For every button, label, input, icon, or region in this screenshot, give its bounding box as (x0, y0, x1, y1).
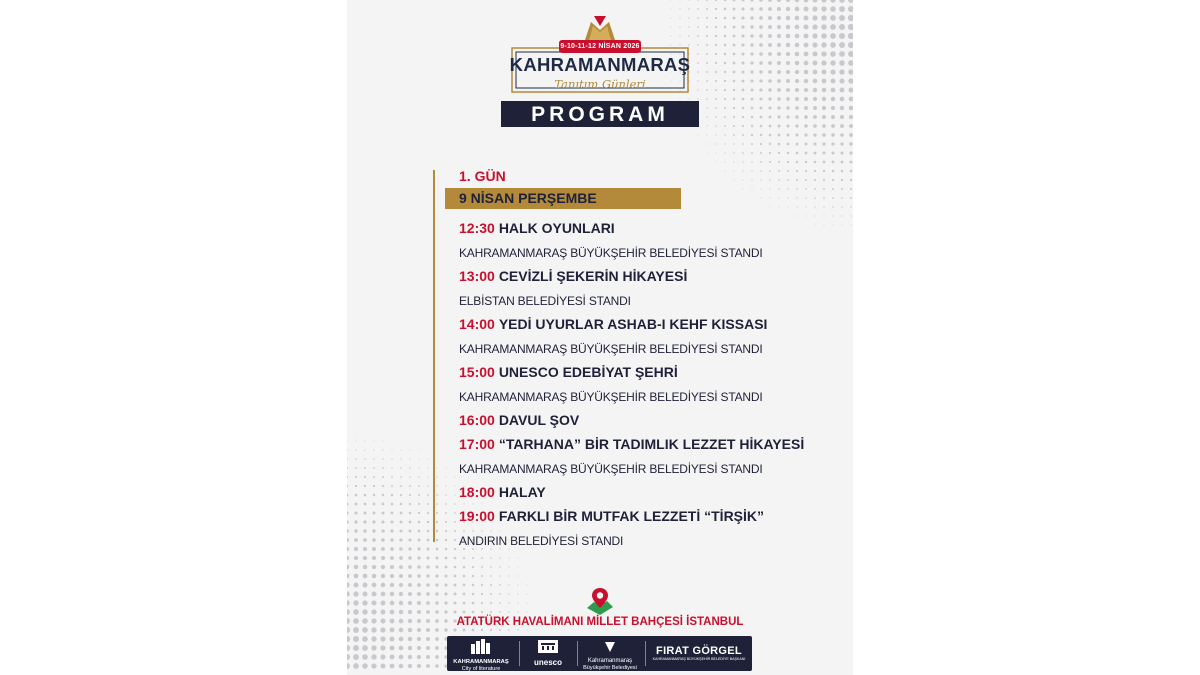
program-heading: PROGRAM (501, 101, 699, 127)
event-title: DAVUL ŞOV (498, 412, 580, 428)
event-title: YEDİ UYURLAR ASHAB-I KEHF KISSASI (498, 316, 768, 332)
event-title: CEVİZLİ ŞEKERİN HİKAYESİ (498, 268, 688, 284)
event-time: 19:00 (459, 508, 495, 524)
event-time: 17:00 (459, 436, 495, 452)
program-poster (347, 0, 853, 675)
event-title-row (459, 314, 839, 338)
location-pin-icon (585, 586, 615, 616)
event-venue: KAHRAMANMARAŞ BÜYÜKŞEHİR BELEDİYESİ STANDI (459, 462, 763, 476)
event-title-row (459, 362, 839, 386)
event-dates-ribbon: 9-10-11-12 NİSAN 2026 (559, 40, 641, 53)
brand-subtitle: Tanıtım Günleri (554, 77, 646, 91)
sponsor-footer (447, 636, 752, 671)
event-title-row (459, 218, 839, 242)
event-item (459, 482, 839, 506)
event-time: 14:00 (459, 316, 495, 332)
event-title-row (459, 506, 839, 530)
city-of-literature-logo (449, 636, 513, 671)
event-item (459, 266, 839, 314)
event-venue: ELBİSTAN BELEDİYESİ STANDI (459, 294, 631, 308)
mayor-signature (649, 636, 749, 671)
event-item (459, 218, 839, 266)
event-title-row (459, 266, 839, 290)
event-list (459, 218, 839, 554)
logo1-subtext: City of literature (461, 666, 501, 672)
event-venue: ANDIRIN BELEDİYESİ STANDI (459, 534, 624, 548)
logo3-line1: Kahramanmaraş (587, 658, 633, 664)
event-venue: KAHRAMANMARAŞ BÜYÜKŞEHİR BELEDİYESİ STANDI (459, 342, 763, 356)
event-item (459, 506, 839, 554)
event-item (459, 410, 839, 434)
event-time: 13:00 (459, 268, 495, 284)
event-title-row (459, 482, 839, 506)
logo2-text: unesco (533, 658, 562, 667)
footer-divider (645, 641, 646, 666)
brand-title: KAHRAMANMARAŞ (509, 54, 691, 75)
event-item (459, 434, 839, 482)
logo3-line2: Büyükşehir Belediyesi (583, 665, 637, 671)
event-title: FARKLI BİR MUTFAK LEZZETİ “TİRŞİK” (498, 508, 765, 524)
event-item (459, 362, 839, 410)
footer-divider (577, 641, 578, 666)
city-building-icon (470, 639, 492, 654)
date-bar: 9 NİSAN PERŞEMBE (445, 188, 681, 209)
logo1-text: KAHRAMANMARAŞ (453, 659, 509, 665)
event-item (459, 314, 839, 362)
unesco-temple-icon (538, 640, 558, 653)
timeline-line (433, 170, 435, 542)
event-title: UNESCO EDEBİYAT ŞEHRİ (498, 364, 678, 380)
municipality-emblem-icon (604, 641, 616, 653)
municipality-logo (581, 636, 639, 671)
event-time: 18:00 (459, 484, 495, 500)
event-venue: KAHRAMANMARAŞ BÜYÜKŞEHİR BELEDİYESİ STANDI (459, 246, 763, 260)
event-title: “TARHANA” BİR TADIMLIK LEZZET HİKAYESİ (498, 436, 805, 452)
event-time: 12:30 (459, 220, 495, 236)
venue-location: ATATÜRK HAVALİMANI MİLLET BAHÇESİ İSTANBUL (456, 616, 744, 628)
footer-divider (519, 641, 520, 666)
day-label: 1. GÜN (459, 168, 506, 184)
event-venue: KAHRAMANMARAŞ BÜYÜKŞEHİR BELEDİYESİ STANDI (459, 390, 763, 404)
event-title-row (459, 434, 839, 458)
mayor-name: FIRAT GÖRGEL (656, 645, 742, 657)
mayor-title: KAHRAMANMARAŞ BÜYÜKŞEHİR BELEDİYE BAŞKANI (652, 657, 746, 661)
crown-emblem-icon (583, 12, 617, 42)
unesco-logo (525, 636, 571, 671)
event-title: HALAY (498, 484, 546, 500)
event-title-row (459, 410, 839, 434)
event-time: 16:00 (459, 412, 495, 428)
event-time: 15:00 (459, 364, 495, 380)
event-title: HALK OYUNLARI (498, 220, 615, 236)
